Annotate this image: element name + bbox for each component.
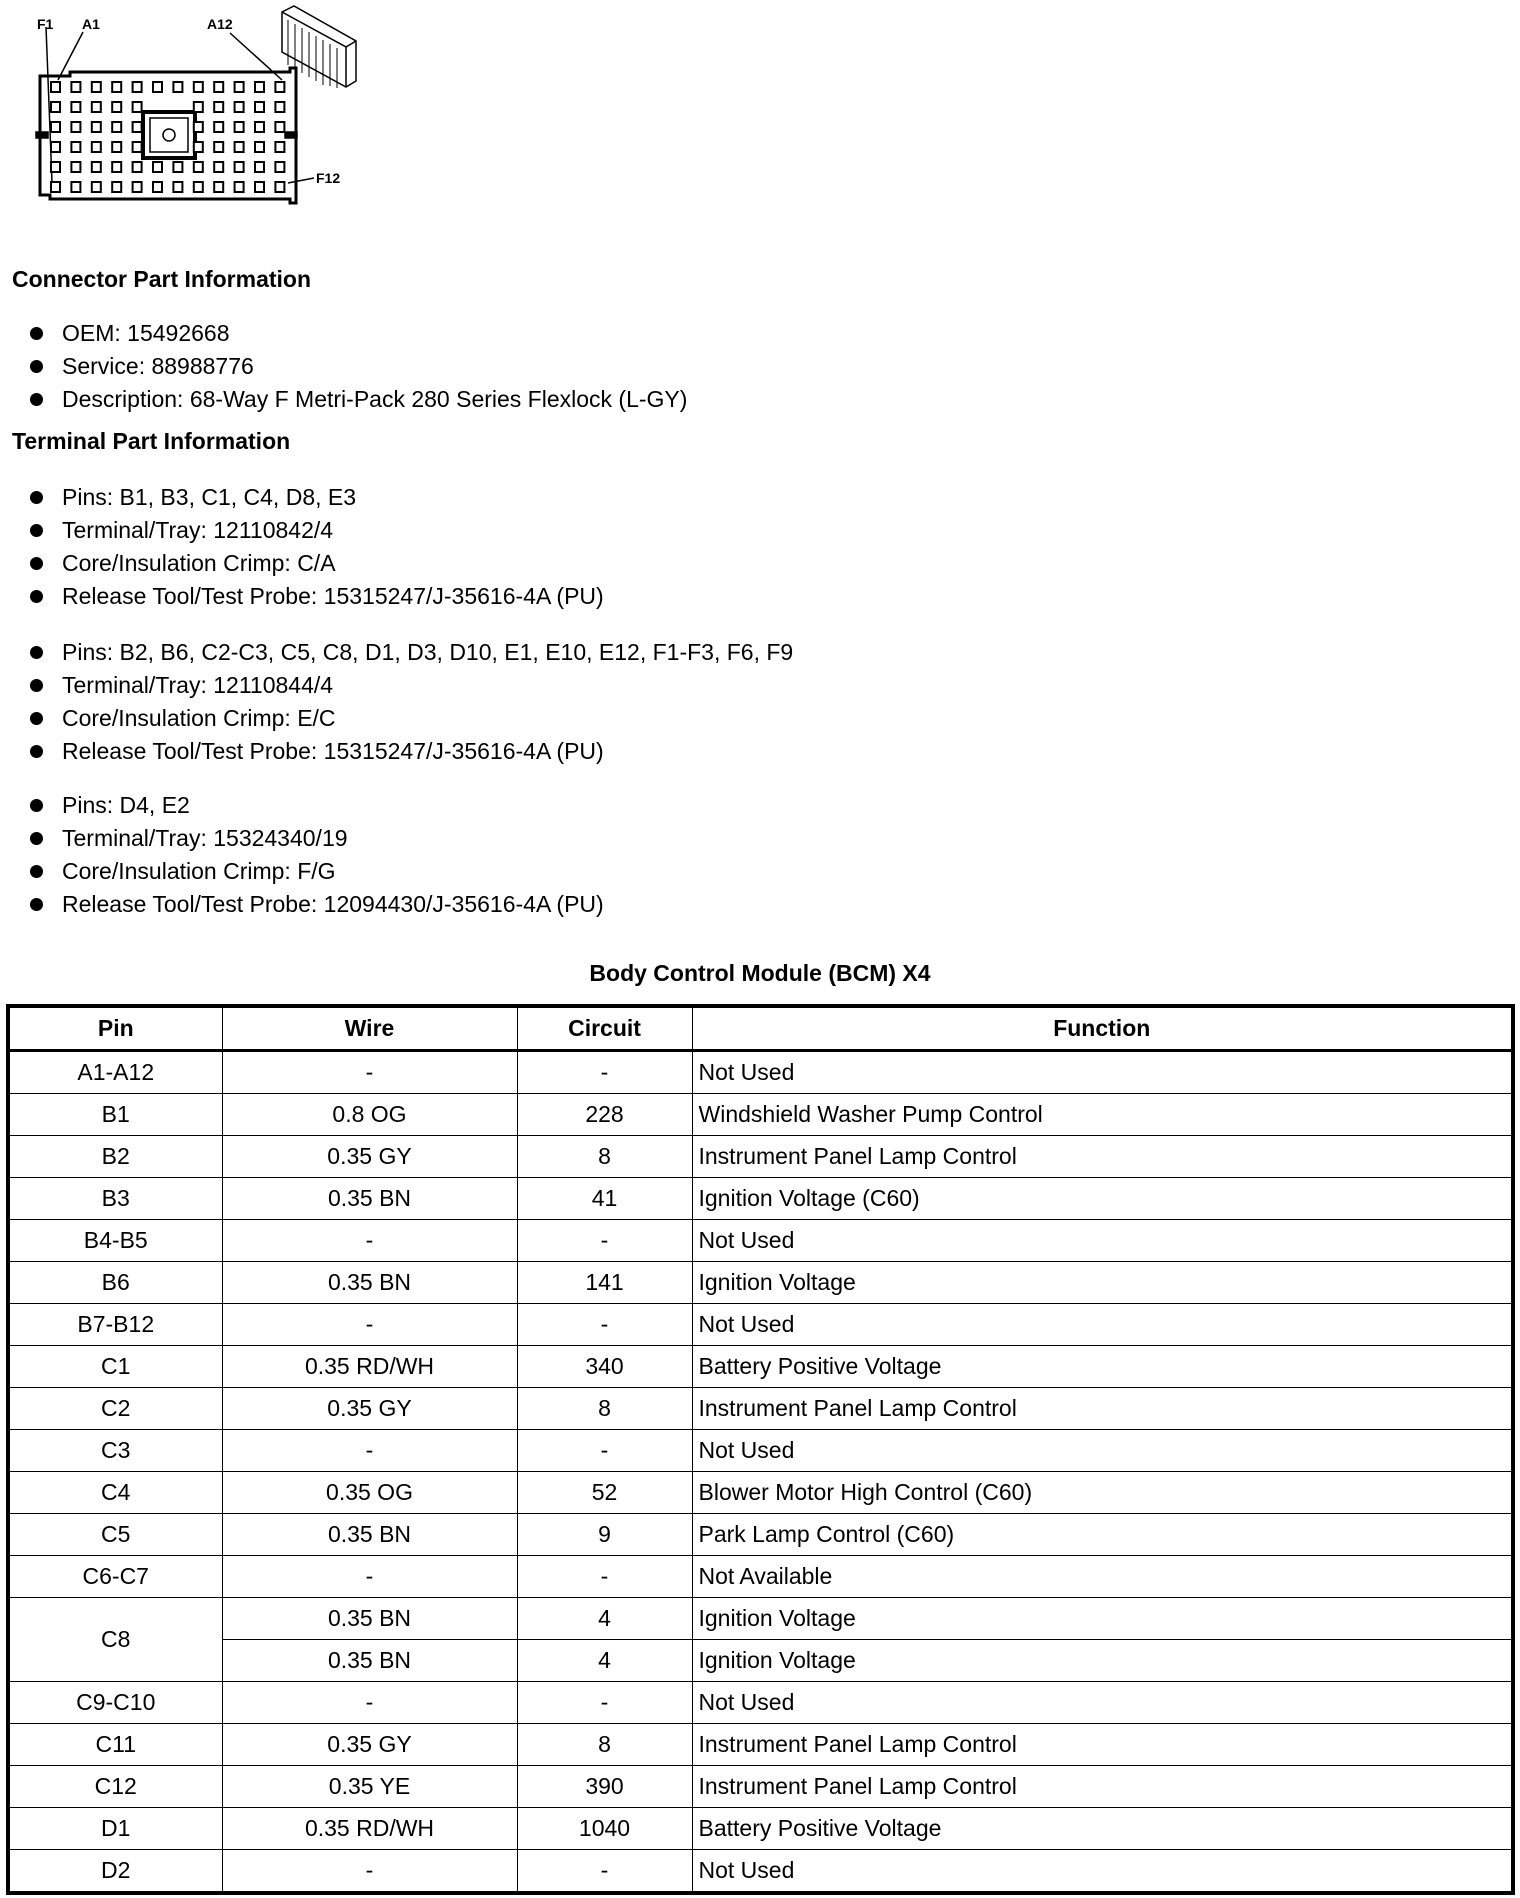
table-row bbox=[8, 1724, 1513, 1766]
circuit-cell: 8 bbox=[517, 1136, 692, 1178]
function-cell: Park Lamp Control (C60) bbox=[692, 1514, 1513, 1556]
circuit-cell: - bbox=[517, 1220, 692, 1262]
pin-cavity bbox=[112, 162, 121, 172]
table-row bbox=[8, 1598, 1513, 1640]
pin-cavity bbox=[275, 102, 284, 112]
function-cell: Not Used bbox=[692, 1682, 1513, 1724]
function-cell: Not Available bbox=[692, 1556, 1513, 1598]
pin-cell: B6 bbox=[8, 1262, 222, 1304]
circuit-cell: 1040 bbox=[517, 1808, 692, 1850]
bullet-icon bbox=[30, 590, 43, 603]
table-row bbox=[8, 1051, 1513, 1094]
pin-cavity bbox=[92, 122, 101, 132]
pin-cavity bbox=[235, 182, 244, 192]
list-item-text: Release Tool/Test Probe: 12094430/J-35616-4A (PU) bbox=[62, 891, 604, 917]
table-row bbox=[8, 1220, 1513, 1262]
pin-cavity bbox=[255, 142, 264, 152]
pin-cavity bbox=[255, 122, 264, 132]
column-header: Wire bbox=[222, 1006, 517, 1051]
circuit-cell: - bbox=[517, 1850, 692, 1894]
list-item-text: Service: 88988776 bbox=[62, 353, 254, 379]
pin-cavity bbox=[153, 182, 162, 192]
wire-cell: 0.35 RD/WH bbox=[222, 1346, 517, 1388]
table-row bbox=[8, 1514, 1513, 1556]
table-row bbox=[8, 1262, 1513, 1304]
table-row bbox=[8, 1346, 1513, 1388]
pin-cell: C11 bbox=[8, 1724, 222, 1766]
pin-cavity bbox=[173, 162, 182, 172]
pin-cell: B4-B5 bbox=[8, 1220, 222, 1262]
list-item bbox=[0, 789, 604, 822]
list-item-text: Pins: B1, B3, C1, C4, D8, E3 bbox=[62, 484, 357, 510]
pin-cavity bbox=[92, 102, 101, 112]
pin-cavity bbox=[255, 82, 264, 92]
circuit-cell: 228 bbox=[517, 1094, 692, 1136]
function-cell: Ignition Voltage bbox=[692, 1598, 1513, 1640]
wire-cell: 0.35 OG bbox=[222, 1472, 517, 1514]
pin-cavity bbox=[112, 102, 121, 112]
pin-cell: A1-A12 bbox=[8, 1051, 222, 1094]
function-cell: Battery Positive Voltage bbox=[692, 1346, 1513, 1388]
table-row bbox=[8, 1766, 1513, 1808]
circuit-cell: 4 bbox=[517, 1598, 692, 1640]
pin-cavity bbox=[255, 102, 264, 112]
function-cell: Battery Positive Voltage bbox=[692, 1808, 1513, 1850]
function-cell: Instrument Panel Lamp Control bbox=[692, 1766, 1513, 1808]
table-row bbox=[8, 1472, 1513, 1514]
table-row bbox=[8, 1178, 1513, 1220]
list-item-text: OEM: 15492668 bbox=[62, 320, 230, 346]
pin-cavity bbox=[194, 102, 203, 112]
list-item bbox=[0, 636, 793, 669]
pin-cavity bbox=[51, 142, 60, 152]
pin-cavity bbox=[255, 182, 264, 192]
pin-cavity bbox=[51, 182, 60, 192]
pin-cell: C12 bbox=[8, 1766, 222, 1808]
circuit-cell: 390 bbox=[517, 1766, 692, 1808]
table-title: Body Control Module (BCM) X4 bbox=[589, 960, 931, 986]
pin-cavity bbox=[194, 162, 203, 172]
bullet-icon bbox=[30, 832, 43, 845]
bullet-icon bbox=[30, 745, 43, 758]
circuit-cell: 4 bbox=[517, 1640, 692, 1682]
table-row bbox=[8, 1304, 1513, 1346]
pin-cavity bbox=[92, 82, 101, 92]
wire-cell: 0.35 GY bbox=[222, 1136, 517, 1178]
table-row bbox=[8, 1682, 1513, 1724]
bullet-icon bbox=[30, 679, 43, 692]
function-cell: Instrument Panel Lamp Control bbox=[692, 1136, 1513, 1178]
pin-cavity bbox=[92, 142, 101, 152]
function-cell: Not Used bbox=[692, 1220, 1513, 1262]
circuit-cell: 8 bbox=[517, 1388, 692, 1430]
wire-cell: 0.35 BN bbox=[222, 1514, 517, 1556]
list-item-text: Core/Insulation Crimp: E/C bbox=[62, 705, 336, 731]
pin-cavity bbox=[194, 182, 203, 192]
pin-cell: B2 bbox=[8, 1136, 222, 1178]
table-row bbox=[8, 1556, 1513, 1598]
function-cell: Ignition Voltage bbox=[692, 1640, 1513, 1682]
list-item-text: Description: 68-Way F Metri-Pack 280 Series Flexlock (L-GY) bbox=[62, 386, 688, 412]
bullet-icon bbox=[30, 327, 43, 340]
bullet-icon bbox=[30, 557, 43, 570]
table-row bbox=[8, 1094, 1513, 1136]
terminal-group-1 bbox=[0, 481, 604, 613]
list-item bbox=[0, 888, 604, 921]
circuit-cell: 52 bbox=[517, 1472, 692, 1514]
wire-cell: - bbox=[222, 1304, 517, 1346]
pin-cavity bbox=[173, 82, 182, 92]
list-item bbox=[0, 481, 604, 514]
pin-cell: C9-C10 bbox=[8, 1682, 222, 1724]
pin-cavity bbox=[112, 122, 121, 132]
column-header: Function bbox=[692, 1006, 1513, 1051]
wire-cell: 0.35 GY bbox=[222, 1388, 517, 1430]
wire-cell: - bbox=[222, 1682, 517, 1724]
list-item bbox=[0, 514, 604, 547]
pin-cavity bbox=[71, 122, 80, 132]
circuit-cell: 141 bbox=[517, 1262, 692, 1304]
list-item bbox=[0, 350, 687, 383]
bullet-icon bbox=[30, 524, 43, 537]
wire-cell: 0.35 GY bbox=[222, 1724, 517, 1766]
circuit-cell: - bbox=[517, 1430, 692, 1472]
function-cell: Instrument Panel Lamp Control bbox=[692, 1388, 1513, 1430]
table-row bbox=[8, 1640, 1513, 1682]
pin-cell: C2 bbox=[8, 1388, 222, 1430]
list-item bbox=[0, 702, 793, 735]
pin-cavity bbox=[214, 142, 223, 152]
pin-cavity bbox=[153, 162, 162, 172]
pin-cell: B7-B12 bbox=[8, 1304, 222, 1346]
list-item bbox=[0, 735, 793, 768]
list-item bbox=[0, 669, 793, 702]
pin-cavity bbox=[235, 82, 244, 92]
pin-cavity bbox=[275, 82, 284, 92]
pin-cavity bbox=[51, 122, 60, 132]
pin-cavity bbox=[214, 182, 223, 192]
table-row bbox=[8, 1808, 1513, 1850]
pin-cavity bbox=[112, 182, 121, 192]
pin-cavity bbox=[71, 102, 80, 112]
wire-cell: 0.35 BN bbox=[222, 1178, 517, 1220]
table-row bbox=[8, 1388, 1513, 1430]
column-header: Circuit bbox=[517, 1006, 692, 1051]
list-item bbox=[0, 855, 604, 888]
wire-cell: 0.35 RD/WH bbox=[222, 1808, 517, 1850]
function-cell: Not Used bbox=[692, 1304, 1513, 1346]
pin-cavity bbox=[275, 122, 284, 132]
list-item-text: Terminal/Tray: 15324340/19 bbox=[62, 825, 348, 851]
circuit-cell: - bbox=[517, 1051, 692, 1094]
column-header: Pin bbox=[8, 1006, 222, 1051]
wire-cell: 0.8 OG bbox=[222, 1094, 517, 1136]
wire-cell: 0.35 BN bbox=[222, 1598, 517, 1640]
pin-cavity bbox=[214, 102, 223, 112]
bullet-icon bbox=[30, 799, 43, 812]
label-a1: A1 bbox=[82, 16, 100, 32]
pin-cavity bbox=[235, 162, 244, 172]
circuit-cell: 340 bbox=[517, 1346, 692, 1388]
pin-cavity bbox=[214, 162, 223, 172]
pin-cell: C8 bbox=[8, 1598, 222, 1682]
label-f12: F12 bbox=[316, 170, 341, 186]
pin-cell: B3 bbox=[8, 1178, 222, 1220]
bullet-icon bbox=[30, 865, 43, 878]
wire-cell: 0.35 BN bbox=[222, 1262, 517, 1304]
wire-cell: - bbox=[222, 1556, 517, 1598]
list-item bbox=[0, 383, 687, 416]
bullet-icon bbox=[30, 712, 43, 725]
pin-cavity bbox=[194, 142, 203, 152]
function-cell: Ignition Voltage bbox=[692, 1262, 1513, 1304]
pin-cavity bbox=[133, 142, 142, 152]
pin-cell: C5 bbox=[8, 1514, 222, 1556]
pin-cavity bbox=[71, 142, 80, 152]
pin-cavity bbox=[133, 102, 142, 112]
pin-cavity bbox=[51, 102, 60, 112]
wire-cell: - bbox=[222, 1430, 517, 1472]
connector-part-heading: Connector Part Information bbox=[12, 266, 312, 292]
function-cell: Instrument Panel Lamp Control bbox=[692, 1724, 1513, 1766]
circuit-cell: 8 bbox=[517, 1724, 692, 1766]
list-item-text: Pins: B2, B6, C2-C3, C5, C8, D1, D3, D10, E1, E10, E12, F1-F3, F6, F9 bbox=[62, 639, 794, 665]
pin-cell: C1 bbox=[8, 1346, 222, 1388]
terminal-part-heading: Terminal Part Information bbox=[12, 428, 291, 454]
pin-cell: D2 bbox=[8, 1850, 222, 1894]
circuit-cell: 9 bbox=[517, 1514, 692, 1556]
pin-cavity bbox=[71, 162, 80, 172]
bullet-icon bbox=[30, 898, 43, 911]
pin-cavity bbox=[173, 182, 182, 192]
function-cell: Not Used bbox=[692, 1051, 1513, 1094]
pin-cavity bbox=[71, 82, 80, 92]
pin-cavity bbox=[51, 82, 60, 92]
list-item-text: Release Tool/Test Probe: 15315247/J-35616-4A (PU) bbox=[62, 738, 604, 764]
pin-cavity bbox=[133, 122, 142, 132]
pin-cavity bbox=[133, 182, 142, 192]
function-cell: Blower Motor High Control (C60) bbox=[692, 1472, 1513, 1514]
list-item-text: Core/Insulation Crimp: C/A bbox=[62, 550, 336, 576]
list-item-text: Pins: D4, E2 bbox=[62, 792, 190, 818]
bullet-icon bbox=[30, 360, 43, 373]
bullet-icon bbox=[30, 491, 43, 504]
wire-cell: - bbox=[222, 1220, 517, 1262]
list-item-text: Terminal/Tray: 12110844/4 bbox=[62, 672, 334, 698]
pin-cavity bbox=[71, 182, 80, 192]
list-item-text: Release Tool/Test Probe: 15315247/J-35616-4A (PU) bbox=[62, 583, 604, 609]
function-cell: Not Used bbox=[692, 1850, 1513, 1894]
pin-cavity bbox=[255, 162, 264, 172]
list-item bbox=[0, 822, 604, 855]
pin-cavity bbox=[235, 102, 244, 112]
function-cell: Not Used bbox=[692, 1430, 1513, 1472]
pin-cell: C3 bbox=[8, 1430, 222, 1472]
list-item bbox=[0, 547, 604, 580]
pin-cavity bbox=[51, 162, 60, 172]
list-item bbox=[0, 317, 687, 350]
wire-cell: 0.35 YE bbox=[222, 1766, 517, 1808]
connector-part-list bbox=[0, 317, 687, 416]
function-cell: Ignition Voltage (C60) bbox=[692, 1178, 1513, 1220]
function-cell: Windshield Washer Pump Control bbox=[692, 1094, 1513, 1136]
pin-cell: D1 bbox=[8, 1808, 222, 1850]
pin-cavity bbox=[133, 82, 142, 92]
pin-cavity bbox=[92, 182, 101, 192]
table-row bbox=[8, 1136, 1513, 1178]
pin-cell: C4 bbox=[8, 1472, 222, 1514]
bullet-icon bbox=[30, 646, 43, 659]
table-row bbox=[8, 1850, 1513, 1894]
pin-cavity bbox=[92, 162, 101, 172]
connector-face-diagram bbox=[0, 0, 380, 215]
pin-cell: C6-C7 bbox=[8, 1556, 222, 1598]
pin-cavity bbox=[194, 122, 203, 132]
table-row bbox=[8, 1430, 1513, 1472]
label-a12: A12 bbox=[207, 16, 233, 32]
pin-cavity bbox=[133, 162, 142, 172]
pin-cavity bbox=[112, 142, 121, 152]
connector-3d-thumbnail-icon bbox=[282, 6, 356, 88]
pin-cavity bbox=[214, 122, 223, 132]
pin-cavity bbox=[275, 162, 284, 172]
pin-cavity bbox=[275, 182, 284, 192]
terminal-group-2 bbox=[0, 636, 793, 768]
bullet-icon bbox=[30, 393, 43, 406]
label-f1: F1 bbox=[37, 16, 54, 32]
wire-cell: - bbox=[222, 1850, 517, 1894]
pin-cavity bbox=[275, 142, 284, 152]
circuit-cell: 41 bbox=[517, 1178, 692, 1220]
circuit-cell: - bbox=[517, 1304, 692, 1346]
pin-cell: B1 bbox=[8, 1094, 222, 1136]
pin-cavity bbox=[235, 142, 244, 152]
list-item bbox=[0, 580, 604, 613]
wire-cell: - bbox=[222, 1051, 517, 1094]
pin-cavity bbox=[194, 82, 203, 92]
pin-cavity bbox=[112, 82, 121, 92]
pinout-table bbox=[6, 1004, 1515, 1895]
circuit-cell: - bbox=[517, 1682, 692, 1724]
pin-cavity bbox=[214, 82, 223, 92]
wire-cell: 0.35 BN bbox=[222, 1640, 517, 1682]
terminal-group-3 bbox=[0, 789, 604, 921]
circuit-cell: - bbox=[517, 1556, 692, 1598]
list-item-text: Core/Insulation Crimp: F/G bbox=[62, 858, 336, 884]
list-item-text: Terminal/Tray: 12110842/4 bbox=[62, 517, 334, 543]
pin-cavity bbox=[235, 122, 244, 132]
pin-cavity bbox=[153, 82, 162, 92]
